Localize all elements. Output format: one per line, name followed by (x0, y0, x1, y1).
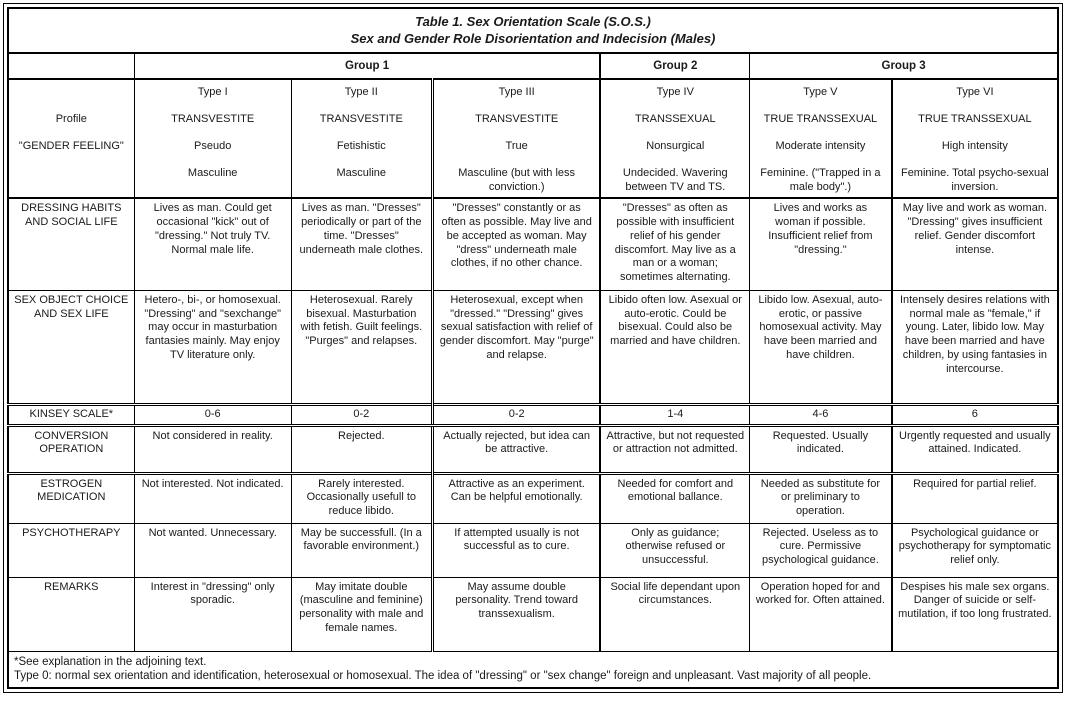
type-subtype: Fetishistic (336, 139, 386, 152)
type-feeling: Masculine (336, 166, 387, 179)
title-line-1: Table 1. Sex Orientation Scale (S.O.S.) (415, 14, 651, 29)
group-2-header: Group 2 (600, 53, 749, 79)
cell-type-vi: May live and work as woman. "Dressing" gives insufficient relief. Gender discomfort intense. (892, 198, 1058, 290)
profile-type-vi (892, 79, 1058, 199)
cell-type-iv: 1-4 (600, 404, 749, 425)
row-label: ESTROGEN MEDICATION (8, 473, 134, 523)
cell-type-ii: May be successfull. (In a favorable environment.) (291, 523, 432, 577)
type-classification: TRUE TRANSSEXUAL (918, 112, 1032, 125)
group-1-header: Group 1 (134, 53, 600, 79)
type-name: Type VI (956, 85, 994, 98)
cell-type-iv: Needed for comfort and emotional ballance. (600, 473, 749, 523)
row-label: PSYCHOTHERAPY (8, 523, 134, 577)
table-row-sex-object-choice (8, 290, 1058, 404)
row-label: SEX OBJECT CHOICE AND SEX LIFE (8, 290, 134, 404)
type-name: Type V (803, 85, 838, 98)
profile-type-ii (291, 79, 432, 199)
cell-type-vi: 6 (892, 404, 1058, 425)
type-name: Type III (498, 85, 535, 98)
cell-type-v: Needed as substitute for or preliminary to operation. (750, 473, 892, 523)
type-classification: TRANSVESTITE (171, 112, 255, 125)
row-label: CONVERSION OPERATION (8, 425, 134, 473)
type-subtype: True (505, 139, 528, 152)
table-row-kinsey-scale (8, 404, 1058, 425)
cell-type-v: Rejected. Useless as to cure. Permissive psychological guidance. (750, 523, 892, 577)
group-row-spacer (8, 53, 134, 79)
cell-type-i: Not wanted. Unnecessary. (134, 523, 291, 577)
cell-type-iii: Actually rejected, but idea can be attractive. (432, 425, 600, 473)
footnotes (8, 651, 1058, 688)
cell-type-ii: Heterosexual. Rarely bisexual. Masturbation with fetish. Guilt feelings. "Purges" and relapses. (291, 290, 432, 404)
cell-type-ii: Rarely interested. Occasionally usefull to reduce libido. (291, 473, 432, 523)
table-row-conversion-operation (8, 425, 1058, 473)
footnote-row (8, 651, 1058, 688)
type-feeling: Masculine (but with less conviction.) (458, 166, 576, 193)
cell-type-iv: Libido often low. Asexual or auto-erotic. Could be bisexual. Could also be married and have children. (600, 290, 749, 404)
profile-type-i (134, 79, 291, 199)
group-header-row (8, 53, 1058, 79)
row-label: KINSEY SCALE* (8, 404, 134, 425)
cell-type-v: 4-6 (750, 404, 892, 425)
profile-type-iv (600, 79, 749, 199)
type-classification: TRANSSEXUAL (634, 112, 716, 125)
cell-type-ii: Rejected. (291, 425, 432, 473)
cell-type-iv: "Dresses" as often as possible with insufficient relief of his gender discomfort. May live as a man or a woman; sometimes alternating. (600, 198, 749, 290)
type-classification: TRANSVESTITE (319, 112, 403, 125)
table-title (8, 8, 1058, 53)
profile-row (8, 79, 1058, 199)
group-3-header: Group 3 (750, 53, 1058, 79)
cell-type-i: Not considered in reality. (134, 425, 291, 473)
spacer (14, 86, 129, 113)
row-label: DRESSING HABITS AND SOCIAL LIFE (8, 198, 134, 290)
cell-type-i: Lives as man. Could get occasional "kick" out of "dressing." Not truly TV. Normal male life. (134, 198, 291, 290)
type-subtype: Pseudo (194, 139, 232, 152)
sos-table (7, 7, 1059, 689)
cell-type-iii: Heterosexual, except when "dressed." "Dressing" gives sexual satisfaction with relief of gender discomfort. May "purge" and relapse. (432, 290, 600, 404)
cell-type-iii: If attempted usually is not successful as to cure. (432, 523, 600, 577)
table-row-estrogen-medication (8, 473, 1058, 523)
cell-type-iv: Attractive, but not requested or attraction not admitted. (600, 425, 749, 473)
type-name: Type II (344, 85, 378, 98)
cell-type-iii: Attractive as an experiment. Can be helpful emotionally. (432, 473, 600, 523)
type-feeling: Masculine (187, 166, 238, 179)
cell-type-i: Hetero-, bi-, or homosexual. "Dressing" and "sexchange" may occur in masturbation fantasies mainly. May enjoy TV literature only. (134, 290, 291, 404)
profile-label: Profile (55, 112, 87, 125)
footnote-line-1: *See explanation in the adjoining text. (14, 655, 207, 668)
footnote-line-2: Type 0: normal sex orientation and identification, heterosexual or homosexual. The idea of "dressing" or "sex change" foreign and unpleasant. Vast majority of all people. (14, 670, 872, 683)
cell-type-v: Requested. Usually indicated. (750, 425, 892, 473)
cell-type-vi: Despises his male sex organs. Danger of suicide or self-mutilation, if too long frustrated. (892, 577, 1058, 651)
cell-type-vi: Psychological guidance or psychotherapy for symptomatic relief only. (892, 523, 1058, 577)
cell-type-vi: Intensely desires relations with normal male as "female," if young. Later, libido low. May have been married and have children, by using fantasies in intercourse. (892, 290, 1058, 404)
cell-type-i: 0-6 (134, 404, 291, 425)
profile-row-label (8, 79, 134, 199)
cell-type-iii: 0-2 (432, 404, 600, 425)
type-name: Type I (197, 85, 228, 98)
cell-type-ii: 0-2 (291, 404, 432, 425)
cell-type-v: Lives and works as woman if possible. Insufficient relief from "dressing." (750, 198, 892, 290)
cell-type-ii: May imitate double (masculine and feminine) personality with male and female names. (291, 577, 432, 651)
document-frame (3, 3, 1063, 693)
table-row-remarks (8, 577, 1058, 651)
cell-type-iv: Social life dependant upon circumstances. (600, 577, 749, 651)
type-feeling: Undecided. Wavering between TV and TS. (622, 166, 728, 193)
type-subtype: High intensity (941, 139, 1008, 152)
cell-type-i: Not interested. Not indicated. (134, 473, 291, 523)
type-classification: TRANSVESTITE (475, 112, 559, 125)
gender-feeling-label: "GENDER FEELING" (18, 139, 124, 152)
cell-type-vi: Urgently requested and usually attained. Indicated. (892, 425, 1058, 473)
title-line-2: Sex and Gender Role Disorientation and Indecision (Males) (350, 30, 716, 46)
type-classification: TRUE TRANSSEXUAL (763, 112, 878, 125)
cell-type-vi: Required for partial relief. (892, 473, 1058, 523)
type-subtype: Nonsurgical (646, 139, 705, 152)
table-row-psychotherapy (8, 523, 1058, 577)
type-feeling: Feminine. ("Trapped in a male body".) (760, 166, 881, 193)
cell-type-iii: May assume double personality. Trend toward transsexualism. (432, 577, 600, 651)
cell-type-ii: Lives as man. "Dresses" periodically or part of the time. "Dresses" underneath male clothes. (291, 198, 432, 290)
type-feeling: Feminine. Total psycho-sexual inversion. (900, 166, 1049, 193)
profile-type-iii (432, 79, 600, 199)
type-name: Type IV (656, 85, 694, 98)
table-row-dressing-habits (8, 198, 1058, 290)
cell-type-i: Interest in "dressing" only sporadic. (134, 577, 291, 651)
profile-type-v (750, 79, 892, 199)
cell-type-iv: Only as guidance; otherwise refused or unsuccessful. (600, 523, 749, 577)
title-row (8, 8, 1058, 53)
cell-type-v: Libido low. Asexual, auto-erotic, or passive homosexual activity. May have been married and have children. (750, 290, 892, 404)
row-label: REMARKS (8, 577, 134, 651)
cell-type-iii: "Dresses" constantly or as often as possible. May live and be accepted as woman. May "dress" underneath male clothes, if no other chance. (432, 198, 600, 290)
type-subtype: Moderate intensity (775, 139, 866, 152)
cell-type-v: Operation hoped for and worked for. Often attained. (750, 577, 892, 651)
